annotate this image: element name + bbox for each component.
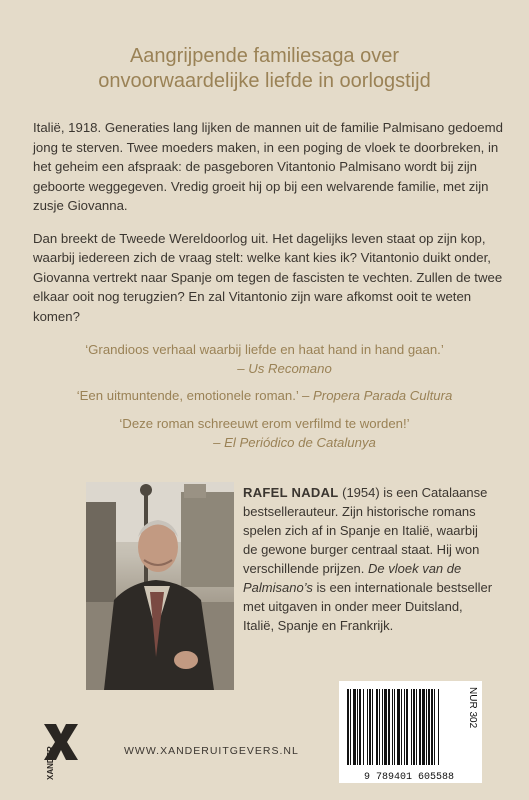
bio-text-1: (1954) is een Catalaanse bestsellerauteur. Zijn historische romans spelen zich af in Spanje en Italië, waarbij de gewone burger centraal staat. Hij won verschillende prijzen. bbox=[243, 485, 488, 576]
barcode-bar bbox=[372, 689, 373, 765]
barcode-bar bbox=[413, 689, 415, 765]
barcode-bar bbox=[431, 689, 433, 765]
blurb-paragraph-2: Dan breekt de Tweede Wereldoorlog uit. Het dagelijks leven staat op zijn kop, waarbij iedereen zich de vraag stelt: welke kant kies ik? Vitantonio duikt onder, Giovanna vertrekt naar Spanje om tegen de fascisten te vechten. Zullen de twee elkaar ooit nog terugzien? En zal Vitantonio zijn ware afkomst ooit te weten komen? bbox=[33, 230, 503, 324]
bio-text-2: is een internationale bestseller met uitgaven in onder meer Duitsland, Italië, Spanje en Frankrijk. bbox=[243, 580, 493, 633]
quote-text: ‘Een uitmuntende, emotionele roman.’ bbox=[76, 388, 299, 403]
author-bio bbox=[243, 483, 493, 635]
xander-x-icon bbox=[40, 722, 82, 782]
barcode-bar bbox=[392, 689, 393, 765]
author-photo-illustration bbox=[86, 482, 234, 690]
barcode-graphic bbox=[339, 681, 482, 783]
barcode-bar bbox=[359, 689, 361, 765]
barcode-bar bbox=[397, 689, 400, 765]
barcode-bars bbox=[347, 689, 439, 765]
barcode-bar bbox=[401, 689, 402, 765]
barcode-bar bbox=[357, 689, 358, 765]
publisher-url[interactable]: WWW.XANDERUITGEVERS.NL bbox=[124, 745, 299, 757]
barcode-bar bbox=[428, 689, 430, 765]
barcode-bar bbox=[388, 689, 390, 765]
isbn-digits: 9 789401 605588 bbox=[363, 772, 455, 783]
barcode-bar bbox=[426, 689, 427, 765]
barcode-bar bbox=[419, 689, 421, 765]
blurb-paragraph-1: Italië, 1918. Generaties lang lijken de mannen uit de familie Palmisano gedoemd jong te sterven. Twee moeders maken, in een poging de vloek te doorbreken, in het geheim een afspraak: de pasgeboren Vitantonio Palmisano wordt bij zijn geboorte weggegeven. Vredig groeit hij op bij een welvarende familie, met zijn zusje Giovanna. bbox=[33, 120, 503, 213]
author-name: RAFEL NADAL bbox=[243, 485, 339, 500]
logo-wordmark: XANDER bbox=[46, 746, 55, 780]
barcode-bar bbox=[422, 689, 425, 765]
barcode-panel bbox=[339, 681, 482, 783]
quote-text: ‘Deze roman schreeuwt erom verfilmd te worden!’ bbox=[119, 416, 410, 431]
bio-book-title: De vloek van de Palmisano’s bbox=[243, 561, 462, 595]
barcode-bar bbox=[384, 689, 387, 765]
barcode-bar bbox=[376, 689, 378, 765]
barcode-bar bbox=[353, 689, 356, 765]
barcode-bar bbox=[363, 689, 364, 765]
barcode-bar bbox=[434, 689, 435, 765]
barcode-bar bbox=[350, 689, 351, 765]
review-quote-2 bbox=[0, 386, 529, 405]
cover-tagline bbox=[0, 44, 529, 94]
barcode-bar bbox=[369, 689, 371, 765]
barcode-bar bbox=[404, 689, 405, 765]
barcode-bar bbox=[438, 689, 439, 765]
nur-code: NUR 302 bbox=[467, 687, 478, 729]
author-photo bbox=[86, 482, 234, 690]
xander-logo bbox=[40, 722, 82, 782]
barcode-bar bbox=[347, 689, 349, 765]
review-quote-3 bbox=[0, 414, 529, 452]
quote-source: – Propera Parada Cultura bbox=[302, 388, 453, 403]
quote-source: – Us Recomano bbox=[237, 361, 332, 376]
barcode-bar bbox=[394, 689, 395, 765]
barcode-bar bbox=[416, 689, 417, 765]
tagline-line-1: Aangrijpende familiesaga over bbox=[129, 45, 400, 67]
review-quote-1 bbox=[0, 340, 529, 378]
barcode-bar bbox=[379, 689, 380, 765]
quote-source: – El Periódico de Catalunya bbox=[213, 435, 376, 450]
barcode-bar bbox=[382, 689, 383, 765]
barcode-bar bbox=[411, 689, 412, 765]
quote-text: ‘Grandioos verhaal waarbij liefde en haat hand in hand gaan.’ bbox=[85, 342, 444, 357]
tagline-line-2: onvoorwaardelijke liefde in oorlogstijd bbox=[98, 70, 431, 92]
barcode-bar bbox=[367, 689, 368, 765]
barcode-bar bbox=[406, 689, 408, 765]
book-blurb bbox=[33, 118, 503, 339]
